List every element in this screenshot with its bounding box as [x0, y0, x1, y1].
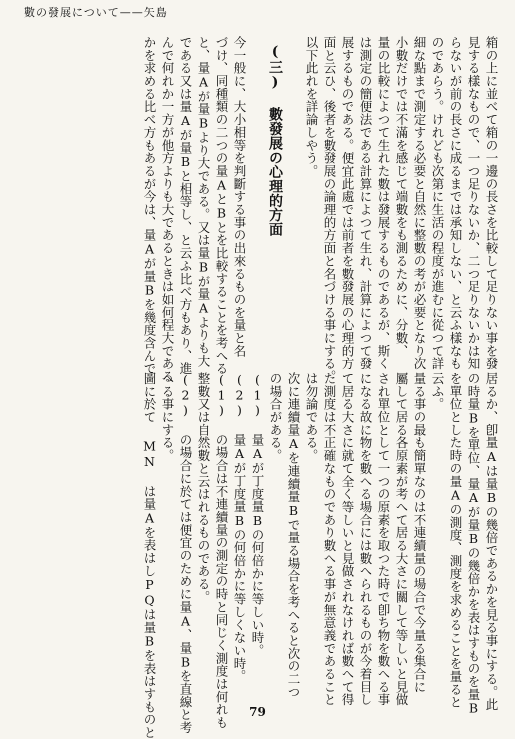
text-column: 次に連續量Aを連續量Bで量る場合を考へると次の二つ: [286, 372, 301, 699]
running-header: 數の發展について——矢島: [24, 6, 168, 19]
text-column: の場合がある。: [268, 372, 283, 462]
text-column: 量る事の最も簡單なのは不連續量の場合で今量る集合に: [412, 372, 427, 694]
text-column: づけ、同種類の二つの量AとBとを比較することを考へる: [214, 36, 229, 376]
text-column: へる事にする。: [160, 372, 175, 462]
text-column: になる故に物を數へる場合には數へられるものが今着目し: [358, 372, 373, 707]
text-column: の時量Bを單位、量Aが量Bの幾倍かを表はすものを量B: [466, 372, 481, 717]
text-column: 圖に於て MN は量Aを表はしPQは量Bを表はすものと: [142, 372, 157, 739]
text-column: (2) の場合に於ては便宜のために量A、量Bを直線と考: [178, 372, 193, 734]
text-column: (1) 量Aが丁度量Bの何倍かに等しい時。: [250, 372, 265, 657]
text-column: 居るか、卽量Aは量Bの幾倍であるかを見る事にする。此: [484, 372, 499, 712]
text-column: 以下此れを詳論しやう。: [304, 36, 319, 178]
text-column: 云ふ。: [430, 372, 445, 411]
page-number: 79: [249, 705, 266, 719]
text-column: (2) 量Aが丁度量Bの何倍かに等しくない時。: [232, 372, 247, 683]
text-column: 今一般に、大小相等を判斷する事の出來るものを量と名: [232, 36, 247, 358]
text-column: を單位とした時の量Aの測度、測度を求めることを量ると: [448, 372, 463, 709]
text-column: のであらう。けれども次第に生活の程度が進むに從つて詳: [430, 36, 445, 371]
text-column: た測度は不正確なものであり數へる事が無意義であること: [322, 372, 337, 707]
text-column: 量の比較によつて生れた數は發展するものであるが、斯く: [376, 36, 391, 371]
text-column: 整數又は自然數と云はれるものである。: [196, 372, 211, 604]
text-column: 面と云ひ、後者を數發展の論理的方面と名づける事にする。: [322, 36, 337, 383]
text-column: 箱の上に並べて箱の一邊の長さを比較して足りない事を發: [484, 36, 499, 371]
text-column: 見する樣なもので、一つ足りないか、二つ足りないかは知: [466, 36, 481, 371]
text-column: 細な點まで測定する必要と自然に整數の考が必要となり次: [412, 36, 427, 371]
upper-text-block: [18, 36, 500, 383]
text-column: て居る大さに就て全く等しいと見做されなければ數へて得: [340, 372, 355, 707]
text-column: (1) の場合は不連續量の測定の時と同じく測度は何れも: [214, 372, 229, 729]
text-column: んで何れか一方が他方よりも大であるときは如何程大である: [160, 36, 175, 383]
text-column: と、量Aが量Bより大である。又は量Bが量Aよりも大: [196, 36, 211, 368]
text-column: 小數だけでは不滿を感じて端數をも測るために、分數、: [394, 36, 409, 358]
text-column: され單位として一つの原素を取つた時で卽ち物を數へる事: [376, 372, 391, 707]
text-column: は測定の簡便法である計算によつて生れ、計算によつて發: [358, 36, 373, 371]
text-column: かを求める比べ方もあるが今は、量Aが量Bを幾度含んで: [142, 36, 157, 376]
section-heading: (三) 數發展の心理的方面: [267, 44, 283, 237]
text-column: らないが前の長さに成るまでは承知しない、と云ふ樣なも: [448, 36, 463, 371]
text-column: 展するものである。便宜此處では前者を數發展の心理的方: [340, 36, 355, 371]
blank-column: [248, 36, 266, 356]
text-column: である又は量Aが量Bと相等し、と云ふ比べ方もあり、進: [178, 36, 193, 376]
text-column: 屬して居る各原素が考へて居る大さに關して等しいと見做: [394, 372, 409, 707]
text-column: は勿論である。: [304, 372, 319, 462]
blank-column: [284, 36, 302, 356]
